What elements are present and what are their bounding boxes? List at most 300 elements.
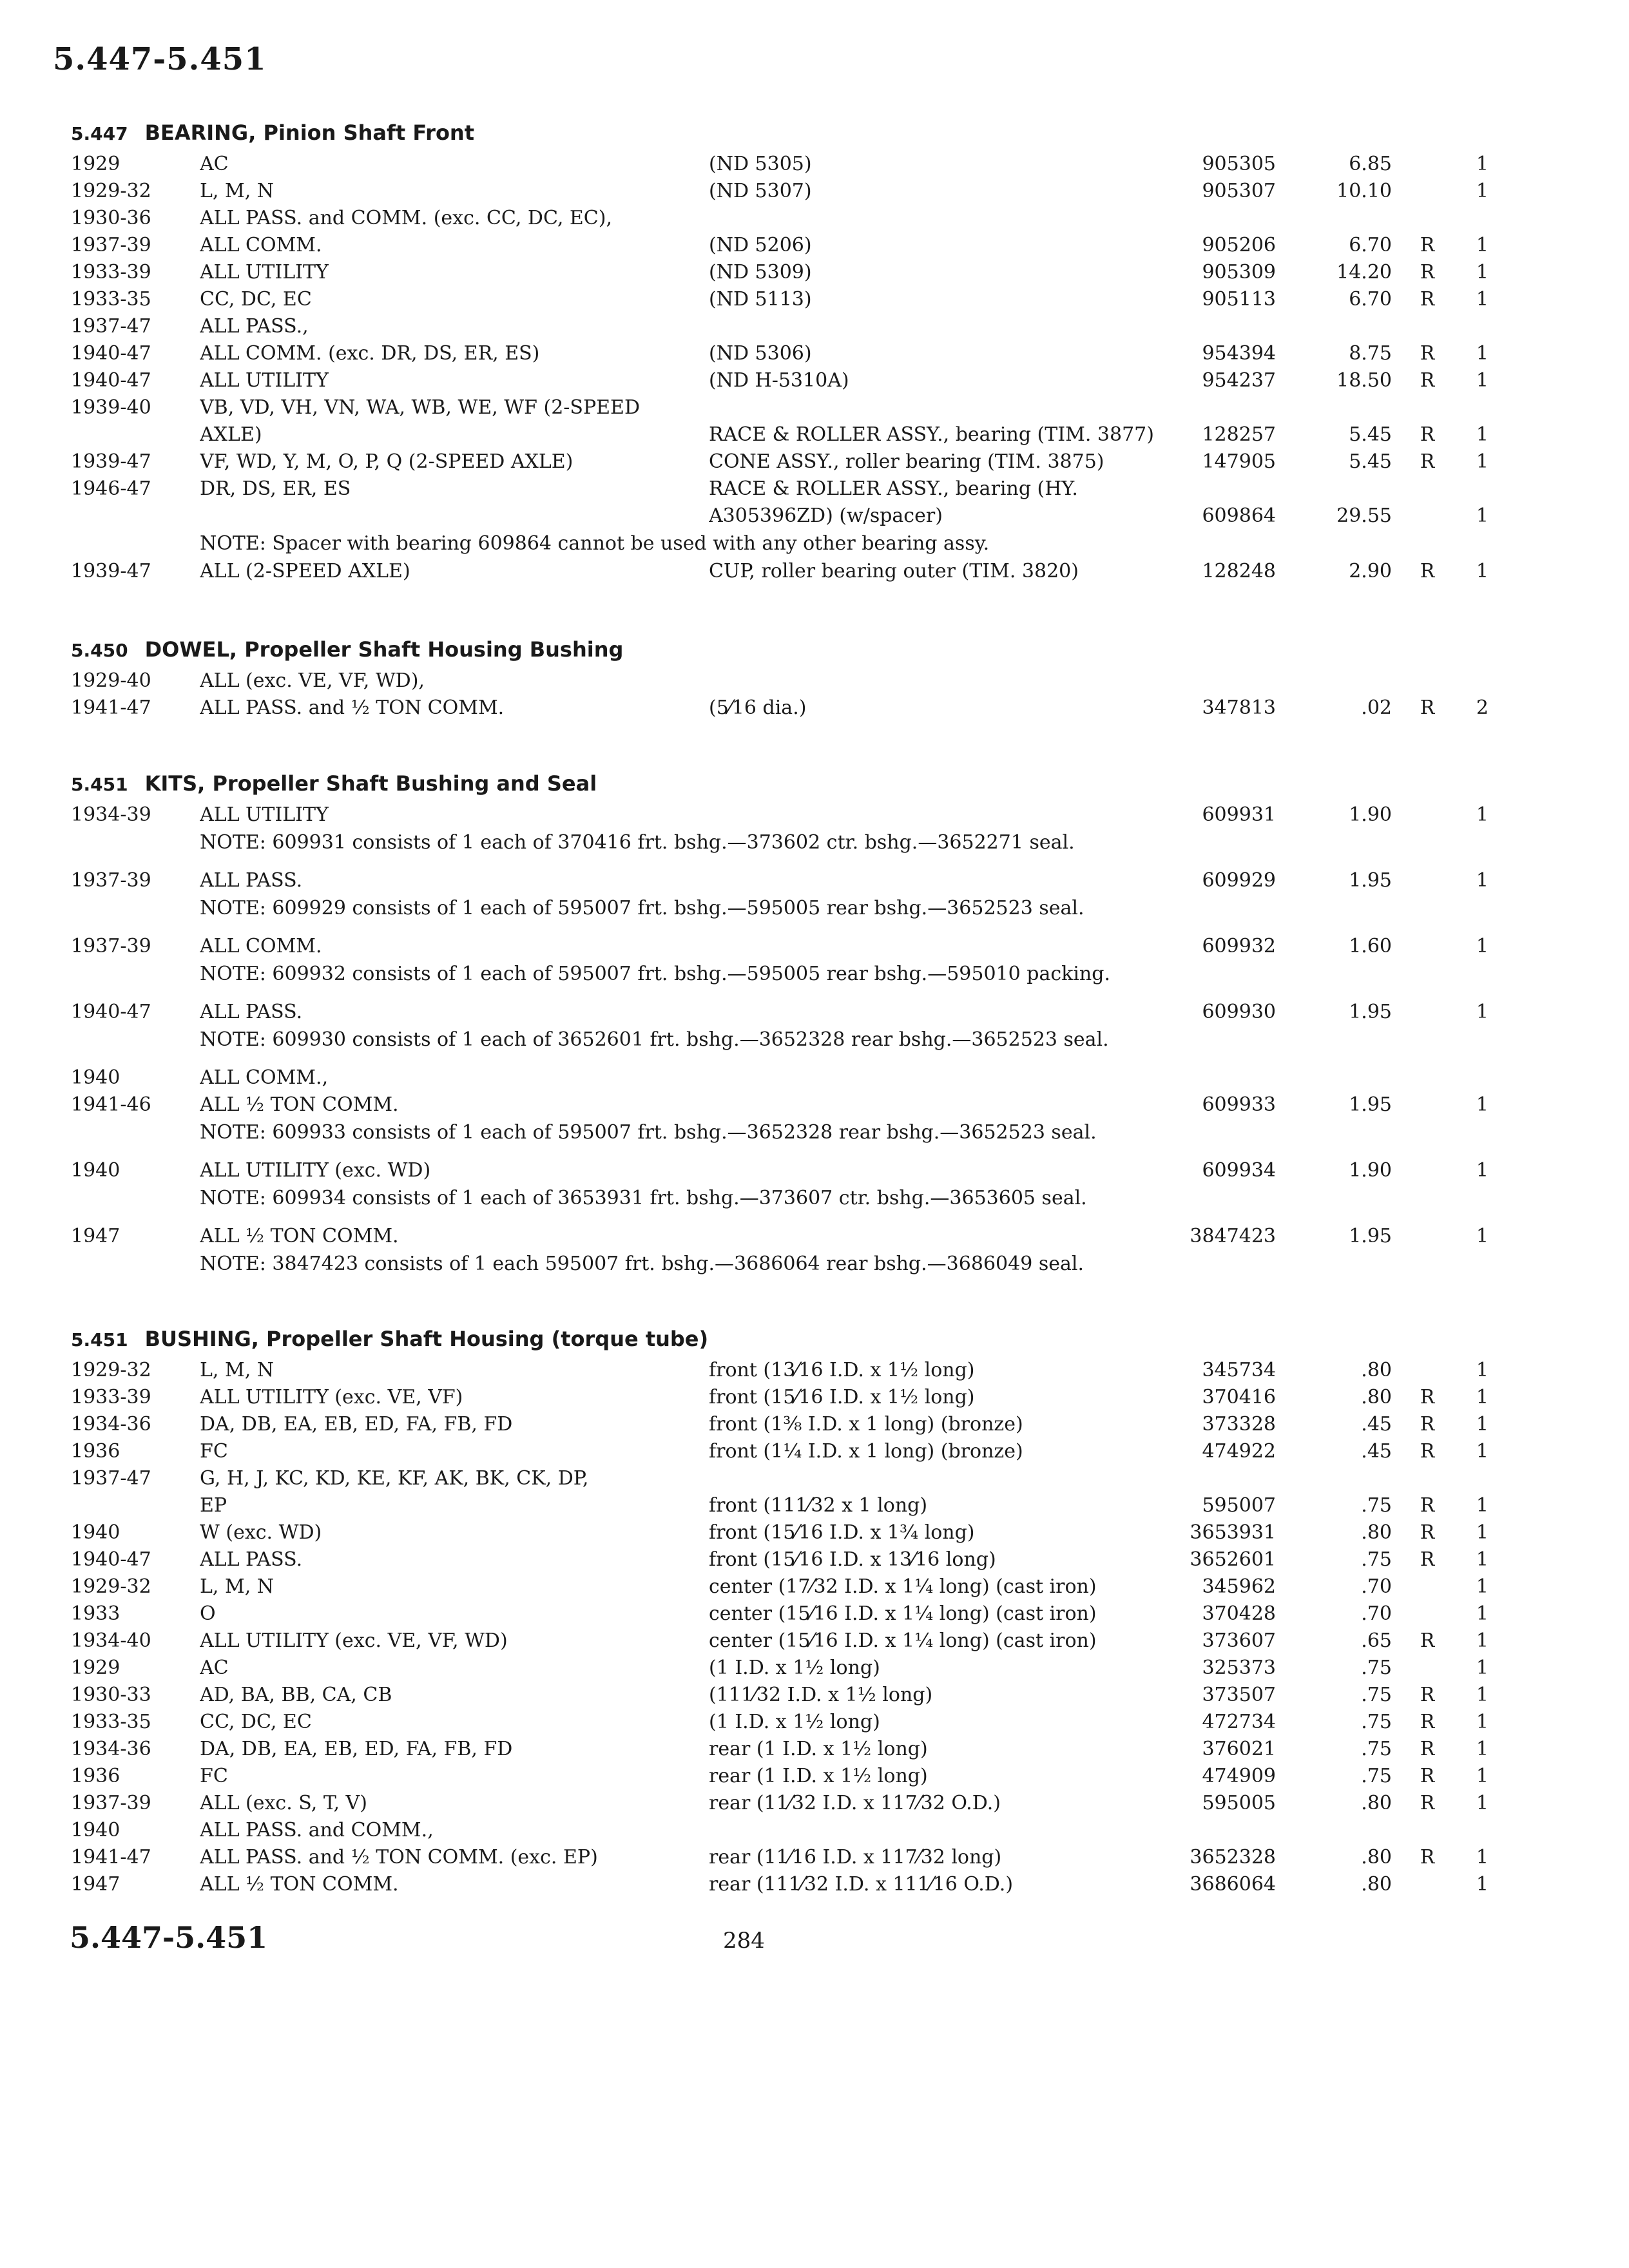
year-cell: 1929-40: [71, 669, 151, 692]
application-cell: O: [200, 1602, 216, 1625]
table-row: [71, 1600, 1521, 1628]
page-title: 5.447-5.451: [53, 41, 267, 77]
part-number-cell: 609864: [1202, 505, 1276, 527]
part-number-cell: 472734: [1202, 1711, 1276, 1733]
price-cell: 1.90: [1349, 1159, 1392, 1182]
year-cell: 1929-32: [71, 180, 151, 202]
description-cell: (ND H-5310A): [709, 369, 849, 392]
description-cell: rear (1 I.D. x 1½ long): [709, 1765, 928, 1787]
section-5-450: [71, 631, 1521, 722]
part-number-cell: 370428: [1202, 1602, 1276, 1625]
year-cell: 1929-32: [71, 1575, 151, 1598]
r-flag-cell: R: [1420, 1765, 1435, 1787]
description-cell: (ND 5307): [709, 180, 812, 202]
application-cell: AD, BA, BB, CA, CB: [200, 1684, 392, 1706]
part-number-cell: 3686064: [1190, 1873, 1276, 1896]
r-flag-cell: R: [1420, 1738, 1435, 1760]
section-number: 5.450: [71, 640, 128, 661]
quantity-cell: 1: [1476, 342, 1489, 365]
part-number-cell: 609933: [1202, 1093, 1276, 1116]
price-cell: .75: [1361, 1711, 1392, 1733]
table-row: [71, 232, 1521, 259]
application-cell: ALL ½ TON COMM.: [200, 1873, 399, 1896]
price-cell: 29.55: [1336, 505, 1392, 527]
description-cell: (ND 5305): [709, 153, 812, 175]
part-number-cell: 474922: [1202, 1440, 1276, 1463]
price-cell: .80: [1361, 1846, 1392, 1869]
table-row: [71, 1357, 1521, 1384]
section-title: DOWEL, Propeller Shaft Housing Bushing: [144, 637, 624, 662]
part-number-cell: 147905: [1202, 450, 1276, 473]
application-cell: AC: [200, 1657, 229, 1679]
row-gap: [71, 1054, 1521, 1064]
price-cell: .75: [1361, 1494, 1392, 1517]
table-row: [71, 1817, 1521, 1844]
year-cell: 1940: [71, 1159, 120, 1182]
price-cell: .70: [1361, 1602, 1392, 1625]
price-cell: 6.70: [1349, 288, 1392, 311]
section-title: KITS, Propeller Shaft Bushing and Seal: [144, 771, 597, 796]
price-cell: .80: [1361, 1873, 1392, 1896]
year-cell: 1937-39: [71, 935, 151, 957]
quantity-cell: 1: [1476, 869, 1489, 892]
year-cell: 1930-36: [71, 207, 151, 229]
r-flag-cell: R: [1420, 1629, 1435, 1652]
quantity-cell: 1: [1476, 560, 1489, 582]
year-cell: 1933-35: [71, 1711, 151, 1733]
application-cell: ALL UTILITY: [200, 369, 329, 392]
table-row: [71, 1682, 1521, 1709]
table-row: [71, 1492, 1521, 1519]
quantity-cell: 1: [1476, 1359, 1489, 1381]
year-cell: 1940-47: [71, 1001, 151, 1023]
price-cell: 1.95: [1349, 1001, 1392, 1023]
price-cell: .80: [1361, 1521, 1392, 1544]
year-cell: 1940: [71, 1521, 120, 1544]
application-cell: ALL PASS. and COMM. (exc. CC, DC, EC),: [200, 207, 612, 229]
part-number-cell: 3652601: [1190, 1548, 1276, 1571]
year-cell: 1939-47: [71, 450, 151, 473]
price-cell: 1.60: [1349, 935, 1392, 957]
part-number-cell: 370416: [1202, 1386, 1276, 1408]
application-cell: ALL UTILITY (exc. WD): [200, 1159, 431, 1182]
year-cell: 1937-39: [71, 234, 151, 256]
table-row: [71, 340, 1521, 367]
application-cell: ALL COMM. (exc. DR, DS, ER, ES): [200, 342, 540, 365]
part-number-cell: 373328: [1202, 1413, 1276, 1436]
year-cell: 1941-47: [71, 1846, 151, 1869]
price-cell: .75: [1361, 1765, 1392, 1787]
application-cell: ALL PASS. and ½ TON COMM.: [200, 697, 505, 719]
year-cell: 1941-46: [71, 1093, 151, 1116]
table-row: [71, 1438, 1521, 1465]
part-number-cell: 609930: [1202, 1001, 1276, 1023]
part-number-cell: 954394: [1202, 342, 1276, 365]
quantity-cell: 1: [1476, 1575, 1489, 1598]
r-flag-cell: R: [1420, 1711, 1435, 1733]
quantity-cell: 1: [1476, 261, 1489, 284]
table-row: [71, 1157, 1521, 1184]
description-cell: front (111⁄32 x 1 long): [709, 1494, 928, 1517]
quantity-cell: 1: [1476, 935, 1489, 957]
quantity-cell: 1: [1476, 1657, 1489, 1679]
r-flag-cell: R: [1420, 261, 1435, 284]
application-cell: W (exc. WD): [200, 1521, 322, 1544]
quantity-cell: 1: [1476, 180, 1489, 202]
quantity-cell: 1: [1476, 153, 1489, 175]
price-cell: .75: [1361, 1738, 1392, 1760]
year-cell: 1933-39: [71, 261, 151, 284]
application-cell: CC, DC, EC: [200, 288, 312, 311]
description-cell: (ND 5206): [709, 234, 812, 256]
r-flag-cell: R: [1420, 697, 1435, 719]
part-number-cell: 347813: [1202, 697, 1276, 719]
r-flag-cell: R: [1420, 1440, 1435, 1463]
application-cell: G, H, J, KC, KD, KE, KF, AK, BK, CK, DP,: [200, 1467, 589, 1490]
application-cell: ALL PASS.: [200, 869, 303, 892]
table-row: [71, 313, 1521, 340]
price-cell: .70: [1361, 1575, 1392, 1598]
application-cell: ALL UTILITY (exc. VE, VF): [200, 1386, 463, 1408]
quantity-cell: 1: [1476, 1521, 1489, 1544]
part-number-cell: 345962: [1202, 1575, 1276, 1598]
table-row: [71, 1384, 1521, 1411]
note-line: NOTE: 609932 consists of 1 each of 595007 frt. bshg.—595005 rear bshg.—595010 packing.: [200, 963, 1110, 985]
application-cell: CC, DC, EC: [200, 1711, 312, 1733]
price-cell: .45: [1361, 1440, 1392, 1463]
description-cell: (5⁄16 dia.): [709, 697, 807, 719]
year-cell: 1936: [71, 1440, 120, 1463]
application-cell: L, M, N: [200, 1359, 275, 1381]
section-title: BEARING, Pinion Shaft Front: [144, 120, 474, 145]
part-number-cell: 905309: [1202, 261, 1276, 284]
year-cell: 1934-36: [71, 1413, 151, 1436]
table-row: [71, 999, 1521, 1026]
quantity-cell: 1: [1476, 1711, 1489, 1733]
description-cell: (ND 5306): [709, 342, 812, 365]
table-row: [71, 1763, 1521, 1790]
part-number-cell: 128248: [1202, 560, 1276, 582]
description-cell: (ND 5113): [709, 288, 812, 311]
application-cell: L, M, N: [200, 1575, 275, 1598]
section-heading: [71, 631, 1521, 668]
price-cell: .45: [1361, 1413, 1392, 1436]
part-number-cell: 595007: [1202, 1494, 1276, 1517]
application-cell: ALL COMM.: [200, 935, 322, 957]
r-flag-cell: R: [1420, 1494, 1435, 1517]
year-cell: 1940: [71, 1819, 120, 1841]
table-row: [71, 448, 1521, 476]
price-cell: .02: [1361, 697, 1392, 719]
quantity-cell: 1: [1476, 1001, 1489, 1023]
description-cell: front (1¼ I.D. x 1 long) (bronze): [709, 1440, 1023, 1463]
year-cell: 1929: [71, 1657, 120, 1679]
table-row: [71, 476, 1521, 503]
year-cell: 1937-47: [71, 1467, 151, 1490]
quantity-cell: 1: [1476, 369, 1489, 392]
price-cell: .80: [1361, 1386, 1392, 1408]
application-cell: ALL ½ TON COMM.: [200, 1225, 399, 1247]
table-row: [71, 558, 1521, 585]
r-flag-cell: R: [1420, 234, 1435, 256]
part-number-cell: 128257: [1202, 423, 1276, 446]
table-row: [71, 205, 1521, 232]
year-cell: 1933-35: [71, 288, 151, 311]
table-row: [71, 1091, 1521, 1119]
quantity-cell: 1: [1476, 1413, 1489, 1436]
year-cell: 1929-32: [71, 1359, 151, 1381]
part-number-cell: 609929: [1202, 869, 1276, 892]
year-cell: 1940: [71, 1066, 120, 1089]
quantity-cell: 1: [1476, 1684, 1489, 1706]
part-number-cell: 373607: [1202, 1629, 1276, 1652]
r-flag-cell: R: [1420, 1548, 1435, 1571]
year-cell: 1933-39: [71, 1386, 151, 1408]
table-row: [71, 933, 1521, 960]
part-number-cell: 609931: [1202, 803, 1276, 826]
price-cell: 1.95: [1349, 1225, 1392, 1247]
application-cell: AC: [200, 153, 229, 175]
page-footer-range: 5.447-5.451: [70, 1920, 268, 1955]
description-cell: (111⁄32 I.D. x 1½ long): [709, 1684, 933, 1706]
r-flag-cell: R: [1420, 1521, 1435, 1544]
table-row: [71, 1519, 1521, 1546]
year-cell: 1940-47: [71, 342, 151, 365]
quantity-cell: 1: [1476, 1738, 1489, 1760]
page-number: 284: [723, 1928, 765, 1954]
table-row: [71, 695, 1521, 722]
quantity-cell: 1: [1476, 1225, 1489, 1247]
r-flag-cell: R: [1420, 560, 1435, 582]
section-heading: [71, 1321, 1521, 1357]
r-flag-cell: R: [1420, 1846, 1435, 1869]
table-row: [71, 1546, 1521, 1573]
section-heading: [71, 115, 1521, 151]
year-cell: 1940-47: [71, 1548, 151, 1571]
quantity-cell: 1: [1476, 288, 1489, 311]
price-cell: .75: [1361, 1657, 1392, 1679]
r-flag-cell: R: [1420, 1413, 1435, 1436]
table-row: [71, 421, 1521, 448]
price-cell: 5.45: [1349, 423, 1392, 446]
part-number-cell: 3653931: [1190, 1521, 1276, 1544]
quantity-cell: 1: [1476, 1386, 1489, 1408]
table-row: [71, 1844, 1521, 1871]
table-row: [71, 1709, 1521, 1736]
r-flag-cell: R: [1420, 450, 1435, 473]
year-cell: 1940-47: [71, 369, 151, 392]
application-cell: ALL (2-SPEED AXLE): [200, 560, 410, 582]
row-gap: [71, 1213, 1521, 1223]
application-cell: AXLE): [200, 423, 262, 446]
description-cell: front (15⁄16 I.D. x 1½ long): [709, 1386, 975, 1408]
year-cell: 1946-47: [71, 477, 151, 500]
quantity-cell: 1: [1476, 1494, 1489, 1517]
application-cell: DA, DB, EA, EB, ED, FA, FB, FD: [200, 1413, 513, 1436]
description-cell: rear (111⁄32 I.D. x 111⁄16 O.D.): [709, 1873, 1014, 1896]
application-cell: ALL COMM.: [200, 234, 322, 256]
note-line: NOTE: 609930 consists of 1 each of 3652601 frt. bshg.—3652328 rear bshg.—3652523 seal.: [200, 1028, 1109, 1051]
quantity-cell: 1: [1476, 1093, 1489, 1116]
table-row: [71, 286, 1521, 313]
price-cell: 5.45: [1349, 450, 1392, 473]
price-cell: 18.50: [1336, 369, 1392, 392]
price-cell: 2.90: [1349, 560, 1392, 582]
year-cell: 1929: [71, 153, 120, 175]
section-title: BUSHING, Propeller Shaft Housing (torque tube): [144, 1327, 709, 1351]
row-gap: [71, 923, 1521, 933]
price-cell: 1.95: [1349, 1093, 1392, 1116]
note-line: NOTE: Spacer with bearing 609864 cannot be used with any other bearing assy.: [200, 532, 990, 555]
part-number-cell: 3847423: [1190, 1225, 1276, 1247]
table-row: [71, 1628, 1521, 1655]
application-cell: ALL UTILITY: [200, 803, 329, 826]
application-cell: ALL PASS. and COMM.,: [200, 1819, 434, 1841]
price-cell: 6.85: [1349, 153, 1392, 175]
application-cell: ALL UTILITY (exc. VE, VF, WD): [200, 1629, 508, 1652]
application-cell: DR, DS, ER, ES: [200, 477, 351, 500]
part-number-cell: 905305: [1202, 153, 1276, 175]
section-heading: [71, 765, 1521, 802]
table-row: [71, 1064, 1521, 1091]
price-cell: .75: [1361, 1548, 1392, 1571]
application-cell: ALL ½ TON COMM.: [200, 1093, 399, 1116]
quantity-cell: 1: [1476, 1548, 1489, 1571]
quantity-cell: 2: [1476, 697, 1489, 719]
application-cell: FC: [200, 1765, 228, 1787]
application-cell: EP: [200, 1494, 227, 1517]
year-cell: 1941-47: [71, 697, 151, 719]
table-row: [71, 1573, 1521, 1600]
part-number-cell: 373507: [1202, 1684, 1276, 1706]
year-cell: 1937-39: [71, 869, 151, 892]
price-cell: 10.10: [1336, 180, 1392, 202]
description-cell: front (15⁄16 I.D. x 1¾ long): [709, 1521, 975, 1544]
year-cell: 1934-39: [71, 803, 151, 826]
description-cell: rear (11⁄32 I.D. x 117⁄32 O.D.): [709, 1792, 1001, 1814]
note-line: NOTE: 609933 consists of 1 each of 595007 frt. bshg.—3652328 rear bshg.—3652523 seal.: [200, 1121, 1097, 1144]
table-row: [71, 367, 1521, 394]
quantity-cell: 1: [1476, 1602, 1489, 1625]
description-cell: rear (1 I.D. x 1½ long): [709, 1738, 928, 1760]
table-row: [71, 1655, 1521, 1682]
table-row: [71, 1790, 1521, 1817]
price-cell: .75: [1361, 1684, 1392, 1706]
application-cell: ALL COMM.,: [200, 1066, 329, 1089]
part-number-cell: 325373: [1202, 1657, 1276, 1679]
year-cell: 1930-33: [71, 1684, 151, 1706]
application-cell: ALL (exc. VE, VF, WD),: [200, 669, 425, 692]
description-cell: front (15⁄16 I.D. x 13⁄16 long): [709, 1548, 996, 1571]
price-cell: 1.95: [1349, 869, 1392, 892]
note-line: NOTE: 609934 consists of 1 each of 3653931 frt. bshg.—373607 ctr. bshg.—3653605 seal.: [200, 1187, 1087, 1209]
table-row: [71, 668, 1521, 695]
price-cell: 8.75: [1349, 342, 1392, 365]
table-row: [71, 1871, 1521, 1898]
description-cell: RACE & ROLLER ASSY., bearing (HY.: [709, 477, 1078, 500]
section-number: 5.447: [71, 123, 128, 144]
table-row: [71, 802, 1521, 829]
quantity-cell: 1: [1476, 1159, 1489, 1182]
section-number: 5.451: [71, 1329, 128, 1350]
price-cell: 6.70: [1349, 234, 1392, 256]
part-number-cell: 595005: [1202, 1792, 1276, 1814]
part-number-cell: 474909: [1202, 1765, 1276, 1787]
quantity-cell: 1: [1476, 423, 1489, 446]
quantity-cell: 1: [1476, 1792, 1489, 1814]
description-cell: center (17⁄32 I.D. x 1¼ long) (cast iron): [709, 1575, 1097, 1598]
section-5-447: [71, 115, 1521, 585]
year-cell: 1934-36: [71, 1738, 151, 1760]
year-cell: 1947: [71, 1873, 120, 1896]
table-row: [71, 151, 1521, 178]
quantity-cell: 1: [1476, 1629, 1489, 1652]
section-number: 5.451: [71, 774, 128, 795]
row-gap: [71, 988, 1521, 999]
quantity-cell: 1: [1476, 1765, 1489, 1787]
r-flag-cell: R: [1420, 1684, 1435, 1706]
application-cell: FC: [200, 1440, 228, 1463]
description-cell: (1 I.D. x 1½ long): [709, 1657, 880, 1679]
note-line: NOTE: 609929 consists of 1 each of 595007 frt. bshg.—595005 rear bshg.—3652523 seal.: [200, 897, 1084, 919]
note-line: NOTE: 3847423 consists of 1 each 595007 frt. bshg.—3686064 rear bshg.—3686049 seal.: [200, 1253, 1084, 1275]
price-cell: .80: [1361, 1359, 1392, 1381]
application-cell: DA, DB, EA, EB, ED, FA, FB, FD: [200, 1738, 513, 1760]
quantity-cell: 1: [1476, 1846, 1489, 1869]
part-number-cell: 954237: [1202, 369, 1276, 392]
table-row: [71, 867, 1521, 894]
year-cell: 1934-40: [71, 1629, 151, 1652]
r-flag-cell: R: [1420, 1792, 1435, 1814]
year-cell: 1937-39: [71, 1792, 151, 1814]
part-number-cell: 905113: [1202, 288, 1276, 311]
section-5-451: [71, 1321, 1521, 1898]
description-cell: A305396ZD) (w/spacer): [709, 505, 943, 527]
row-gap: [71, 1147, 1521, 1157]
application-cell: VB, VD, VH, VN, WA, WB, WE, WF (2-SPEED: [200, 396, 641, 419]
application-cell: ALL PASS.,: [200, 315, 309, 338]
price-cell: 1.90: [1349, 803, 1392, 826]
part-number-cell: 345734: [1202, 1359, 1276, 1381]
quantity-cell: 1: [1476, 234, 1489, 256]
table-row: [71, 394, 1521, 421]
quantity-cell: 1: [1476, 505, 1489, 527]
r-flag-cell: R: [1420, 423, 1435, 446]
part-number-cell: 376021: [1202, 1738, 1276, 1760]
description-cell: (ND 5309): [709, 261, 812, 284]
table-row: [71, 259, 1521, 286]
r-flag-cell: R: [1420, 288, 1435, 311]
application-cell: ALL PASS.: [200, 1548, 303, 1571]
application-cell: L, M, N: [200, 180, 275, 202]
description-cell: CONE ASSY., roller bearing (TIM. 3875): [709, 450, 1104, 473]
table-row: [71, 178, 1521, 205]
part-number-cell: 905206: [1202, 234, 1276, 256]
description-cell: center (15⁄16 I.D. x 1¼ long) (cast iron): [709, 1602, 1097, 1625]
table-row: [71, 1736, 1521, 1763]
application-cell: ALL PASS.: [200, 1001, 303, 1023]
price-cell: 14.20: [1336, 261, 1392, 284]
part-number-cell: 609934: [1202, 1159, 1276, 1182]
r-flag-cell: R: [1420, 369, 1435, 392]
application-cell: ALL UTILITY: [200, 261, 329, 284]
year-cell: 1939-40: [71, 396, 151, 419]
description-cell: (1 I.D. x 1½ long): [709, 1711, 880, 1733]
application-cell: ALL (exc. S, T, V): [200, 1792, 367, 1814]
year-cell: 1937-47: [71, 315, 151, 338]
description-cell: front (1⅜ I.D. x 1 long) (bronze): [709, 1413, 1023, 1436]
application-cell: ALL PASS. and ½ TON COMM. (exc. EP): [200, 1846, 598, 1869]
